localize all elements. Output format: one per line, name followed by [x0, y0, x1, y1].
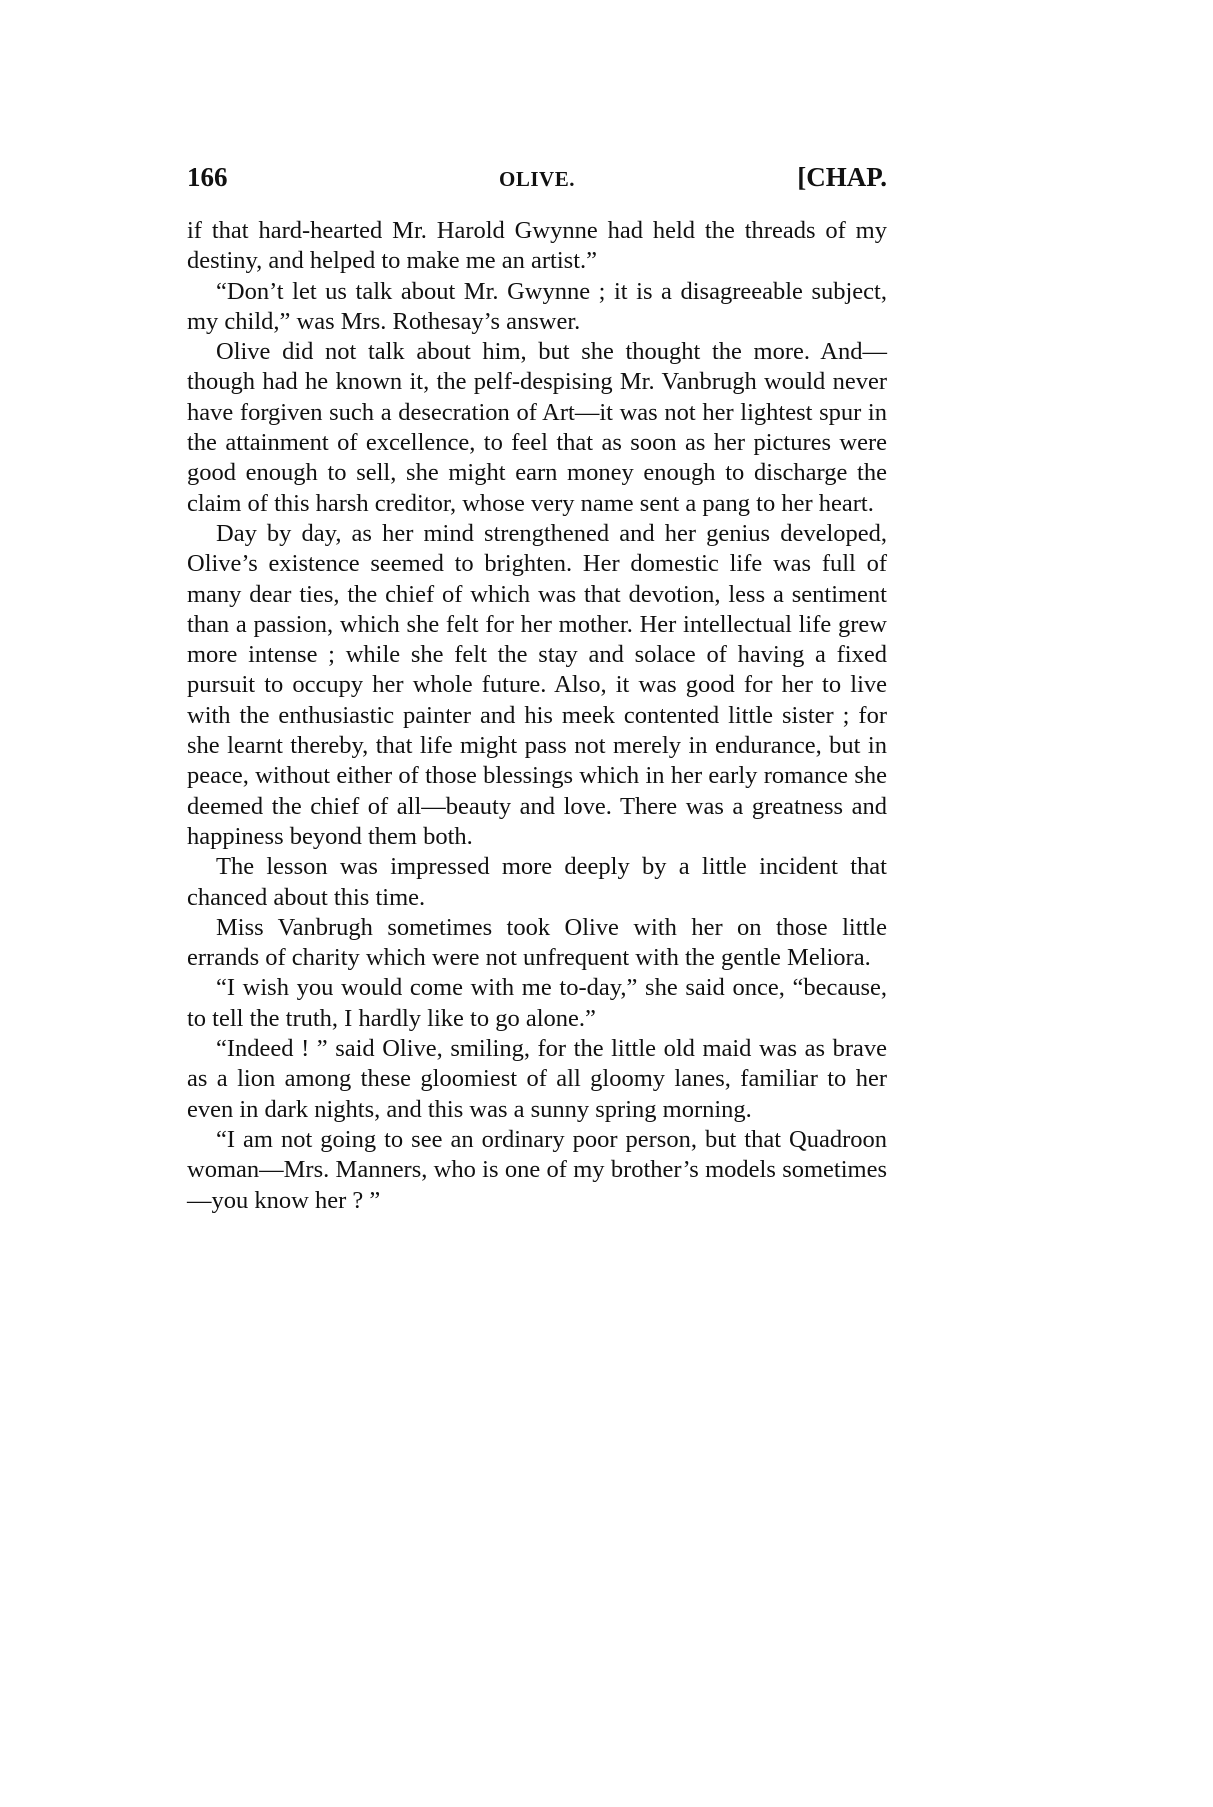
paragraph-continuation: if that hard-hearted Mr. Harold Gwynne had held the threads of my destiny, and helped to make me an artist.” — [187, 217, 887, 275]
paragraph: Olive did not talk about him, but she thought the more. And—though had he known it, the pelf-despising Mr. Vanbrugh would never have forgiven such a desecration of Art—it was not her lightest spur in the attainment of excellence, to feel that as soon as her pictures were good enough to sell, she might earn money enough to discharge the claim of this harsh creditor, whose very name sent a pang to her heart. — [187, 338, 887, 517]
paragraph: Miss Vanbrugh sometimes took Olive with her on those little errands of charity which were not unfrequent with the gentle Meliora. — [187, 913, 887, 972]
paragraph: “Don’t let us talk about Mr. Gwynne ; it is a disagreeable subject, my child,” was Mrs. Rothesay’s answer. — [187, 277, 887, 335]
paragraph: Day by day, as her mind strengthened and her genius developed, Olive’s existence seemed to brighten. Her domestic life was full of many dear ties, the chief of which was that devotion, less a sentiment than a passion, which she felt for her mother. Her intellectual life grew more intense ; while she felt the stay and solace of having a fixed pursuit to occupy her whole future. Also, it was good for her to live with the enthusiastic painter and his meek contented little sister ; for she learnt thereby, that life might pass not merely in endurance, but in peace, without either of those blessings which in her early romance she deemed the chief of all—beauty and love. There was a greatness and happiness beyond them both. — [187, 519, 887, 850]
running-title: OLIVE. — [499, 167, 575, 191]
body-text — [187, 216, 887, 1216]
running-head — [187, 160, 887, 200]
paragraph: “I wish you would come with me to-day,” she said once, “because, to tell the truth, I hardly like to go alone.” — [187, 974, 887, 1032]
paragraph: The lesson was impressed more deeply by a little incident that chanced about this time. — [187, 853, 887, 911]
paragraph: “I am not going to see an ordinary poor person, but that Quadroon woman—Mrs. Manners, who is one of my brother’s models sometimes—you know her ? ” — [187, 1125, 887, 1214]
paragraph: “Indeed ! ” said Olive, smiling, for the little old maid was as brave as a lion among these gloomiest of all gloomy lanes, familiar to her even in dark nights, and this was a sunny spring morning. — [187, 1035, 887, 1123]
page-number: 166 — [187, 162, 228, 192]
book-page — [187, 160, 887, 1216]
chapter-label: [CHAP. — [797, 162, 887, 192]
